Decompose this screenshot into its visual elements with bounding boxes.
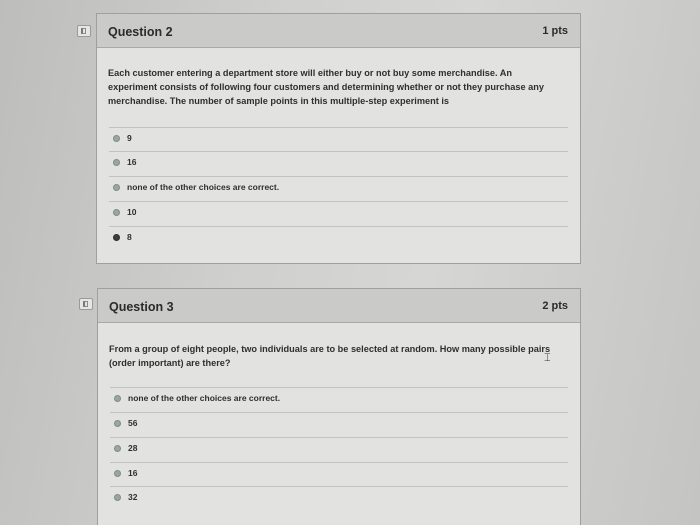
question-text-line: merchandise. The number of sample points in this multiple-step experiment is <box>108 96 450 106</box>
question-text-line: From a group of eight people, two individuals are to be selected at random. How many possible pairs <box>109 344 551 354</box>
radio-button[interactable] <box>114 494 121 501</box>
answer-option[interactable] <box>110 437 568 459</box>
answer-option[interactable] <box>109 127 568 149</box>
answer-label[interactable]: 10 <box>127 207 137 217</box>
answer-option[interactable] <box>109 226 568 248</box>
question-card <box>97 288 581 525</box>
answer-option[interactable] <box>110 387 568 409</box>
answer-label[interactable]: 8 <box>127 232 132 242</box>
question-text <box>109 342 574 370</box>
answer-label[interactable]: 28 <box>128 443 138 453</box>
text-cursor-icon: ⌶ <box>544 352 551 364</box>
flag-question-icon[interactable] <box>77 25 91 37</box>
answer-label[interactable]: none of the other choices are correct. <box>127 182 280 192</box>
radio-button[interactable] <box>114 445 121 452</box>
radio-button[interactable] <box>114 395 121 402</box>
question-points: 2 pts <box>542 300 568 312</box>
answer-option[interactable] <box>110 486 568 508</box>
radio-button[interactable] <box>113 159 120 166</box>
question-header <box>97 14 580 48</box>
question-points: 1 pts <box>542 25 568 37</box>
radio-button[interactable] <box>114 420 121 427</box>
question-card <box>96 13 581 264</box>
radio-button[interactable] <box>113 135 120 142</box>
question-header <box>98 289 580 323</box>
radio-button-selected[interactable] <box>113 234 120 241</box>
question-text-line: experiment consists of following four customers and determining whether or not they purchase any <box>108 82 544 92</box>
answer-option[interactable] <box>110 412 568 434</box>
answer-label[interactable]: 9 <box>127 133 132 143</box>
answer-label[interactable]: 56 <box>128 418 138 428</box>
answer-label[interactable]: none of the other choices are correct. <box>128 393 281 403</box>
answer-label[interactable]: 16 <box>128 468 138 478</box>
answer-label[interactable]: 16 <box>127 157 137 167</box>
question-title: Question 3 <box>109 300 174 314</box>
flag-question-icon[interactable] <box>79 298 93 310</box>
question-text-line: Each customer entering a department store will either buy or not buy some merchandise. An <box>108 68 513 78</box>
answer-option[interactable] <box>109 176 568 198</box>
answer-label[interactable]: 32 <box>128 492 138 502</box>
question-text <box>108 66 568 108</box>
answer-option[interactable] <box>109 151 568 173</box>
question-text-line: (order important) are there? <box>109 358 231 368</box>
radio-button[interactable] <box>114 470 121 477</box>
answer-option[interactable] <box>109 201 568 223</box>
radio-button[interactable] <box>113 184 120 191</box>
question-title: Question 2 <box>108 25 173 39</box>
answer-option[interactable] <box>110 462 568 484</box>
radio-button[interactable] <box>113 209 120 216</box>
